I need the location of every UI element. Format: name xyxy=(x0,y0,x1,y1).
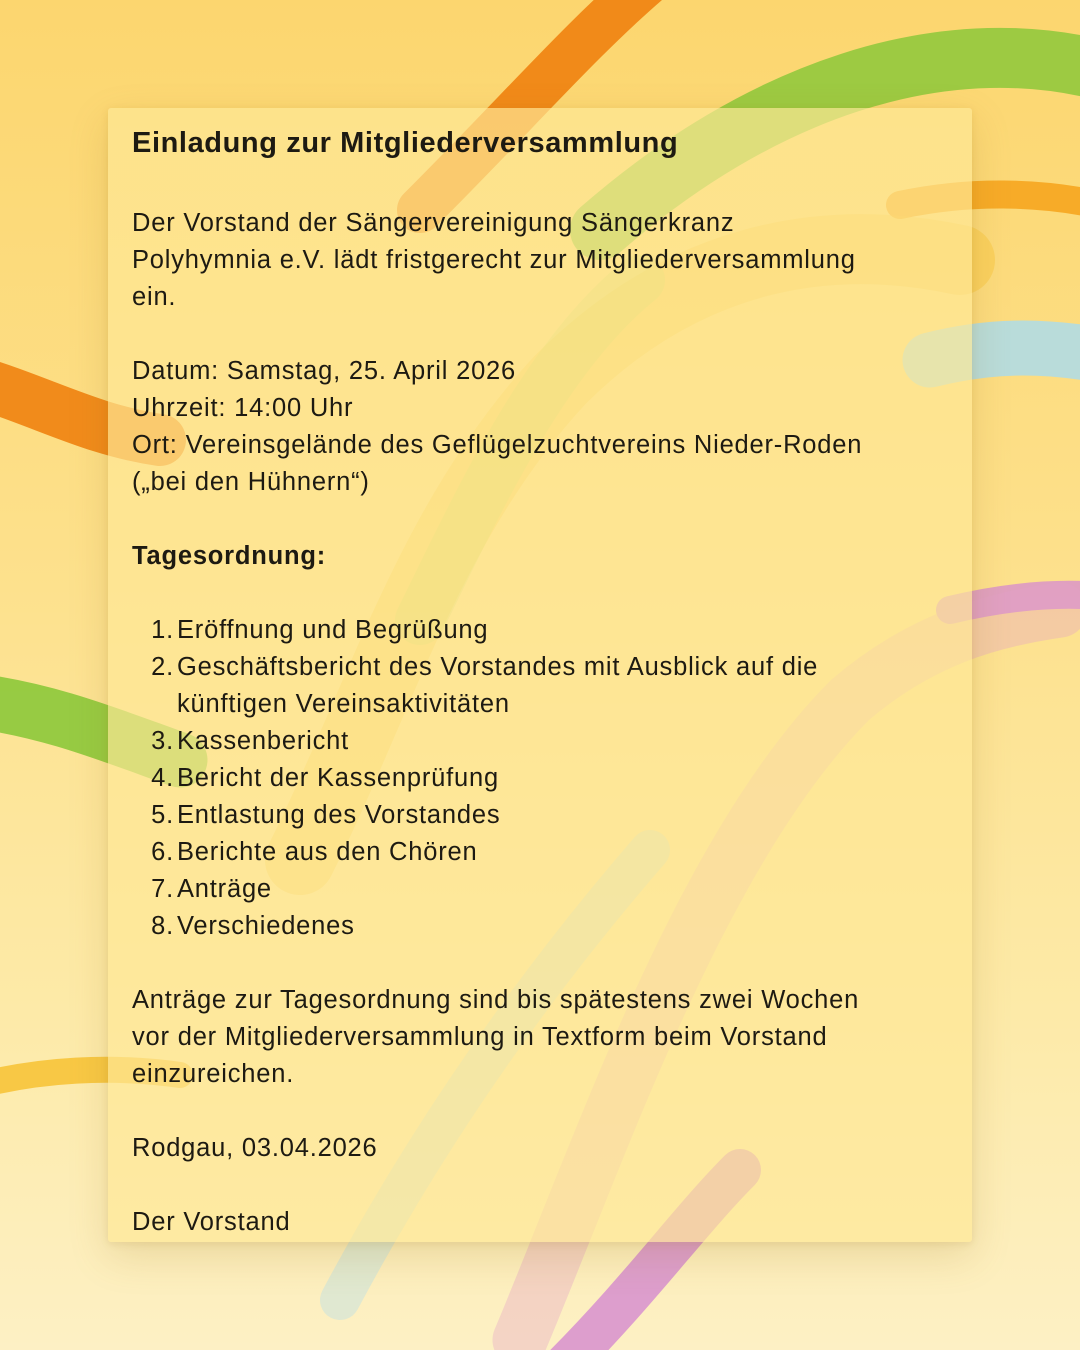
agenda-item-number: 4. xyxy=(151,764,174,792)
agenda-item-number: 3. xyxy=(151,727,174,755)
intro-line: Polyhymnia e.V. lädt fristgerecht zur Mitgliederversammlung xyxy=(132,246,856,274)
meeting-date: Datum: Samstag, 25. April 2026 xyxy=(132,357,517,385)
intro-line: Der Vorstand der Sängervereinigung Sängerkranz xyxy=(132,209,735,237)
agenda-item-text: Eröffnung und Begrüßung xyxy=(177,616,489,644)
agenda-item-number: 2. xyxy=(151,653,174,681)
meeting-details xyxy=(132,353,948,501)
signature: Der Vorstand xyxy=(132,1208,291,1236)
agenda-item-number: 5. xyxy=(151,801,174,829)
agenda-item-number: 1. xyxy=(151,616,174,644)
agenda-list xyxy=(132,612,948,945)
invitation-card xyxy=(108,108,972,1242)
meeting-time: Uhrzeit: 14:00 Uhr xyxy=(132,394,354,422)
agenda-item-number: 7. xyxy=(151,875,174,903)
agenda-item-text: Bericht der Kassenprüfung xyxy=(177,764,499,792)
spacer xyxy=(132,168,948,205)
agenda-item-text: Entlastung des Vorstandes xyxy=(177,801,501,829)
motions-line: vor der Mitgliederversammlung in Textform beim Vorstand xyxy=(132,1023,828,1051)
agenda-item-number: 8. xyxy=(151,912,174,940)
spacer xyxy=(132,945,948,982)
agenda-item xyxy=(132,797,948,834)
agenda-item-text: Verschiedenes xyxy=(177,912,355,940)
agenda-item xyxy=(132,612,948,649)
spacer xyxy=(132,1167,948,1204)
agenda-item-number: 6. xyxy=(151,838,174,866)
intro-paragraph xyxy=(132,205,948,316)
motions-line: Anträge zur Tagesordnung sind bis spätestens zwei Wochen xyxy=(132,986,860,1014)
motions-paragraph xyxy=(132,982,948,1093)
spacer xyxy=(132,501,948,538)
agenda-item xyxy=(132,908,948,945)
invitation-title: Einladung zur Mitgliederversammlung xyxy=(132,127,679,159)
agenda-item xyxy=(132,871,948,908)
agenda-item-text: Berichte aus den Chören xyxy=(177,838,478,866)
agenda-item-text-continued: künftigen Vereinsaktivitäten xyxy=(177,690,510,718)
place-date: Rodgau, 03.04.2026 xyxy=(132,1134,378,1162)
agenda-heading: Tagesordnung: xyxy=(132,542,327,570)
spacer xyxy=(132,316,948,353)
agenda-item-text: Anträge xyxy=(177,875,272,903)
intro-line: ein. xyxy=(132,283,177,311)
agenda-item xyxy=(132,834,948,871)
agenda-item-text: Kassenbericht xyxy=(177,727,349,755)
spacer xyxy=(132,1093,948,1130)
agenda-item xyxy=(132,723,948,760)
motions-line: einzureichen. xyxy=(132,1060,295,1088)
agenda-item xyxy=(132,649,948,723)
agenda-item-text: Geschäftsbericht des Vorstandes mit Ausblick auf die xyxy=(177,653,819,681)
meeting-location: Ort: Vereinsgelände des Geflügelzuchtvereins Nieder-Roden xyxy=(132,431,863,459)
agenda-item xyxy=(132,760,948,797)
spacer xyxy=(132,575,948,612)
meeting-location-note: („bei den Hühnern“) xyxy=(132,468,370,496)
